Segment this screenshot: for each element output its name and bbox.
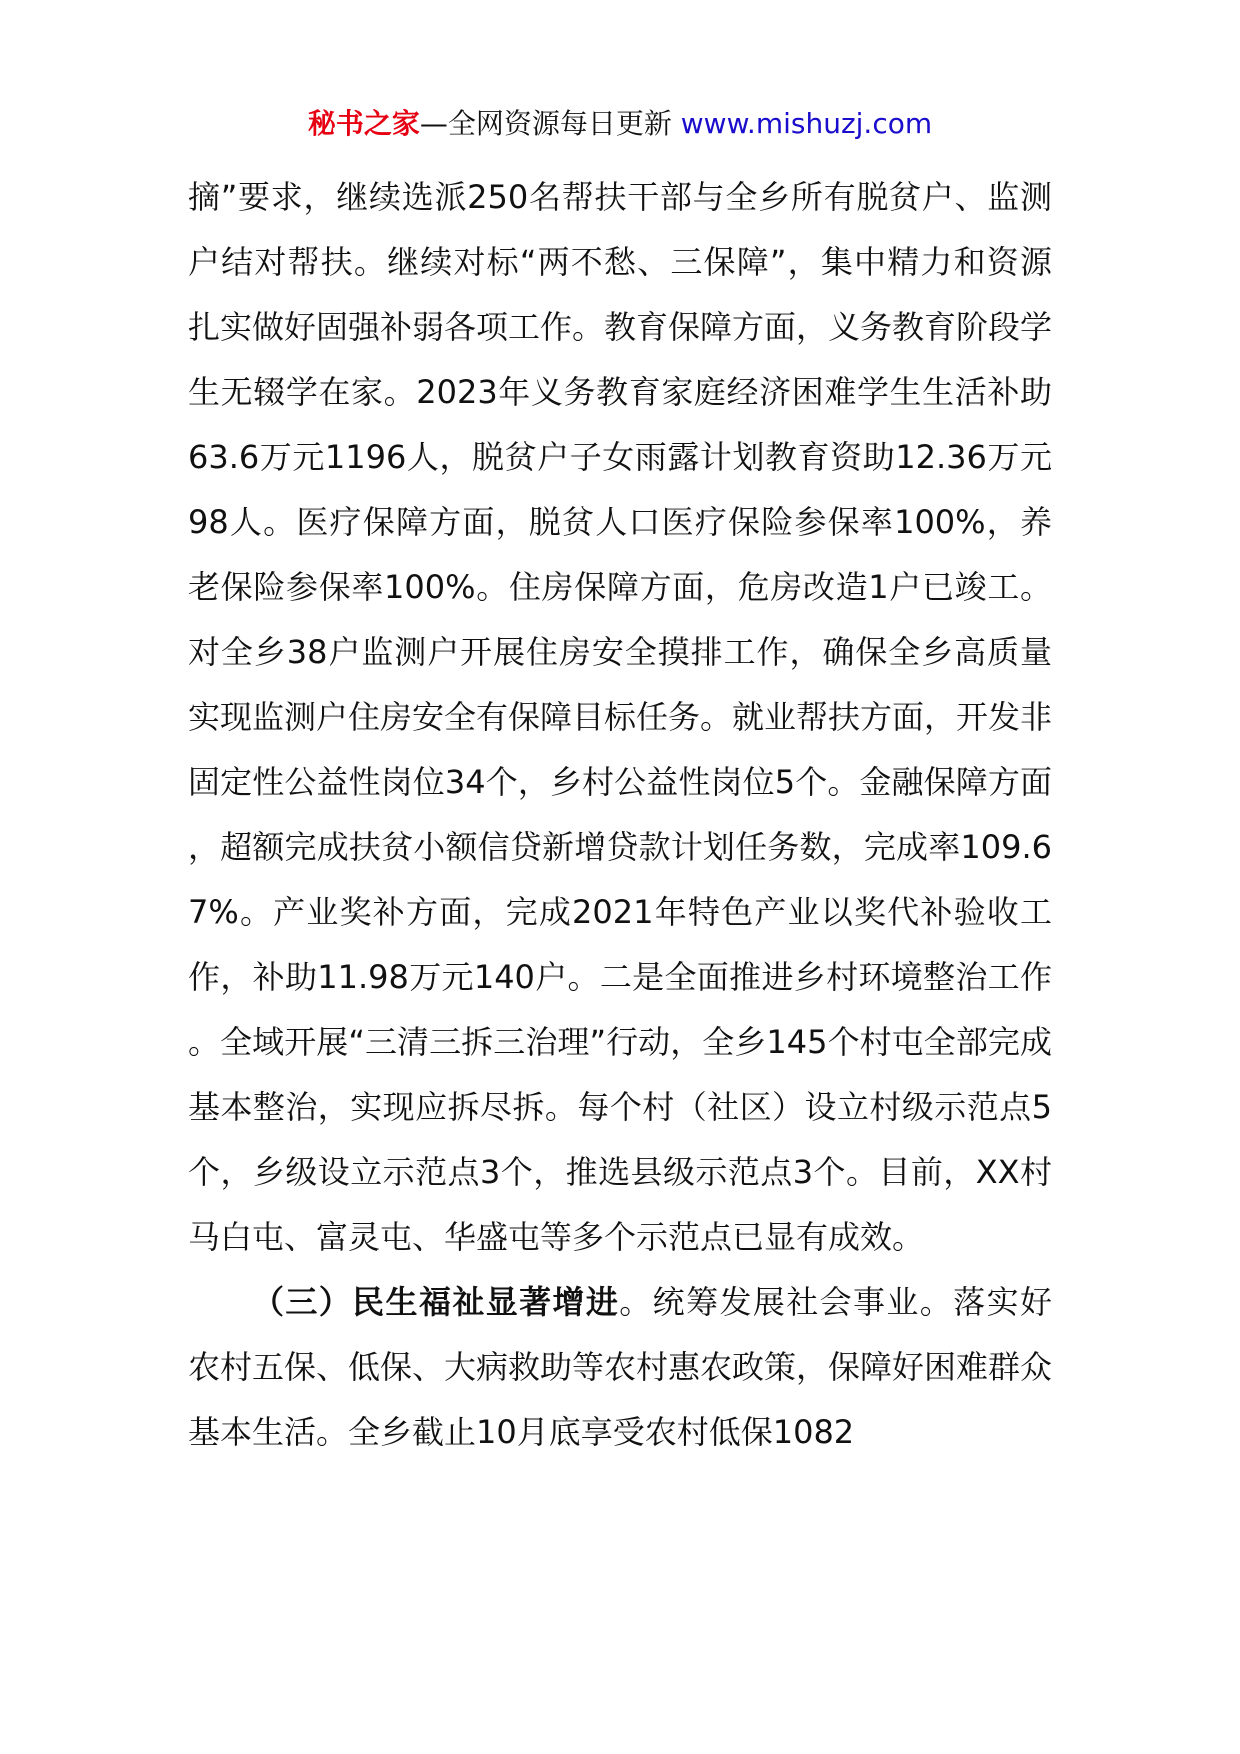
header-tagline: —全网资源每日更新 bbox=[419, 107, 681, 140]
body-paragraph bbox=[188, 165, 1052, 1270]
paragraph-text: 。统筹发展社会事业。落实好农村五保、低保、大病救助等农村惠农政策，保障好困难群众基本生活。全乡截止10月底享受农村低保1082 bbox=[188, 1283, 1053, 1451]
body-paragraph bbox=[188, 1270, 1052, 1465]
site-header bbox=[0, 100, 1240, 148]
section-heading: （三）民生福祉显著增进 bbox=[252, 1283, 620, 1321]
site-url-link[interactable]: www.mishuzj.com bbox=[680, 107, 933, 140]
paragraph-text: 摘”要求，继续选派250名帮扶干部与全乡所有脱贫户、监测户结对帮扶。继续对标“两不愁、三保障”，集中精力和资源扎实做好固强补弱各项工作。教育保障方面，义务教育阶段学生无辍学在家。2023年义务教育家庭经济困难学生生活补助63.6万元1196人，脱贫户子女雨露计划教育资助12.36万元98人。医疗保障方面，脱贫人口医疗保险参保率100%，养老保险参保率100%。住房保障方面，危房改造1户已竣工。对全乡38户监测户开展住房安全摸排工作，确保全乡高质量实现监测户住房安全有保障目标任务。就业帮扶方面，开发非固定性公益性岗位34个，乡村公益性岗位5个。金融保障方面，超额完成扶贫小额信贷新增贷款计划任务数，完成率109.67%。产业奖补方面，完成2021年特色产业以奖代补验收工作，补助11.98万元140户。二是全面推进乡村环境整治工作。全域开展“三清三拆三治理”行动，全乡145个村屯全部完成基本整治，实现应拆尽拆。每个村（社区）设立村级示范点5个，乡级设立示范点3个，推选县级示范点3个。目前，XX村马白屯、富灵屯、华盛屯等多个示范点已显有成效。 bbox=[188, 178, 1053, 1256]
document-body bbox=[188, 165, 1052, 1465]
brand-name: 秘书之家 bbox=[307, 107, 420, 140]
